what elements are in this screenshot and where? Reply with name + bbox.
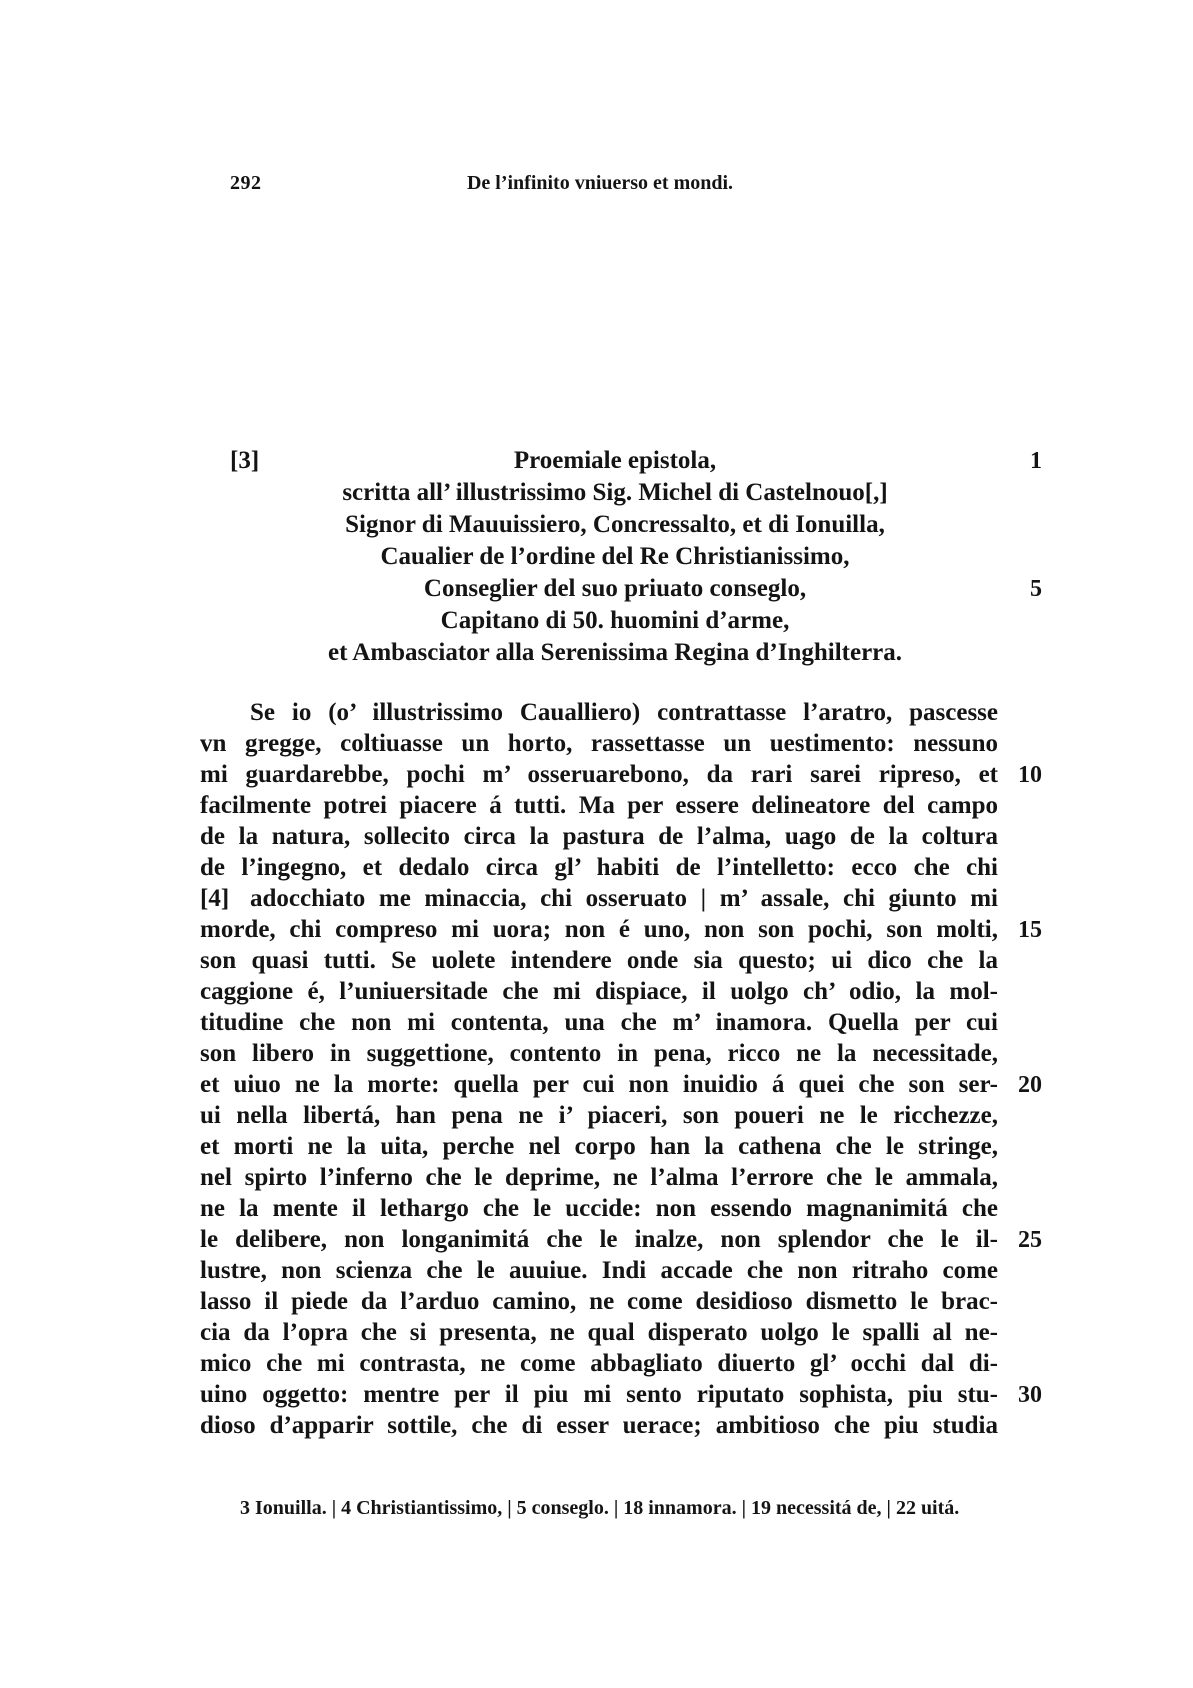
page-marker: [3] [230, 447, 260, 474]
page-number: 292 [230, 172, 262, 194]
text-line: ne la mente il lethargo che le uccide: non essendo magnanimitá che [200, 1195, 998, 1222]
text-line: de l’ingegno, et dedalo circa gl’ habiti de l’intelletto: ecco che chi [200, 854, 998, 881]
text-line: uino oggetto: mentre per il piu mi sento riputato sophista, piu stu- [200, 1381, 998, 1408]
text-line: titudine che non mi contenta, una che m’ inamora. Quella per cui [200, 1009, 998, 1036]
line-number: 25 [1018, 1227, 1042, 1253]
line-number: 10 [1018, 762, 1042, 788]
page-marker: [4] [200, 885, 230, 912]
running-title: De l’infinito vniuerso et mondi. [466, 172, 734, 194]
text-line: mico che mi contrasta, ne come abbagliato diuerto gl’ occhi dal di- [200, 1350, 998, 1377]
text-line: facilmente potrei piacere á tutti. Ma per essere delineatore del campo [200, 792, 998, 819]
text-line: cia da l’opra che si presenta, ne qual disperato uolgo le spalli al ne- [200, 1319, 998, 1346]
text-line: dioso d’apparir sottile, che di esser uerace; ambitioso che piu studia [200, 1412, 998, 1439]
heading-line: Conseglier del suo priuato conseglo, [423, 575, 807, 602]
heading-line: scritta all’ illustrissimo Sig. Michel di Castelnouo[,] [342, 479, 888, 506]
text-line: lustre, non scienza che le auuiue. Indi accade che non ritraho come [200, 1257, 998, 1284]
text-line: Se io (o’ illustrissimo Caualliero) contrattasse l’aratro, pascesse [250, 699, 998, 726]
text-line: vn gregge, coltiuasse un horto, rassettasse un uestimento: nessuno [200, 730, 998, 757]
heading-line: et Ambasciator alla Serenissima Regina d’Inghilterra. [327, 639, 903, 666]
heading-line: Caualier de l’ordine del Re Christianissimo, [380, 543, 850, 570]
text-line: son quasi tutti. Se uolete intendere onde sia questo; ui dico che la [200, 947, 998, 974]
text-line: lasso il piede da l’arduo camino, ne come desidioso dismetto le brac- [200, 1288, 998, 1315]
text-line: ui nella libertá, han pena ne i’ piaceri, son poueri ne le ricchezze, [200, 1102, 998, 1129]
line-number: 5 [1030, 576, 1042, 602]
footnotes: 3 Ionuilla. | 4 Christiantissimo, | 5 conseglo. | 18 innamora. | 19 necessitá de, | 22 uitá. [240, 1497, 960, 1519]
text-line: et uiuo ne la morte: quella per cui non inuidio á quei che son ser- [200, 1071, 998, 1098]
text-line: mi guardarebbe, pochi m’ osseruarebono, da rari sarei ripreso, et [200, 761, 998, 788]
text-line: le delibere, non longanimitá che le inalze, non splendor che le il- [200, 1226, 998, 1253]
text-line: morde, chi compreso mi uora; non é uno, non son pochi, son molti, [200, 916, 998, 943]
heading-line: Proemiale epistola, [513, 447, 717, 474]
line-number: 1 [1030, 448, 1042, 474]
text-line: adocchiato me minaccia, chi osseruato | m’ assale, chi giunto mi [250, 885, 998, 912]
line-number: 30 [1018, 1382, 1042, 1408]
line-number: 20 [1018, 1072, 1042, 1098]
text-line: caggione é, l’uniuersitade che mi dispiace, il uolgo ch’ odio, la mol- [200, 978, 998, 1005]
heading-line: Capitano di 50. huomini d’arme, [440, 607, 790, 634]
text-line: de la natura, sollecito circa la pastura de l’alma, uago de la coltura [200, 823, 998, 850]
text-line: nel spirto l’inferno che le deprime, ne l’alma l’errore che le ammala, [200, 1164, 998, 1191]
heading-line: Signor di Mauuissiero, Concressalto, et di Ionuilla, [345, 511, 885, 538]
text-line: et morti ne la uita, perche nel corpo han la cathena che le stringe, [200, 1133, 998, 1160]
line-number: 15 [1018, 917, 1042, 943]
text-line: son libero in suggettione, contento in pena, ricco ne la necessitade, [200, 1040, 998, 1067]
